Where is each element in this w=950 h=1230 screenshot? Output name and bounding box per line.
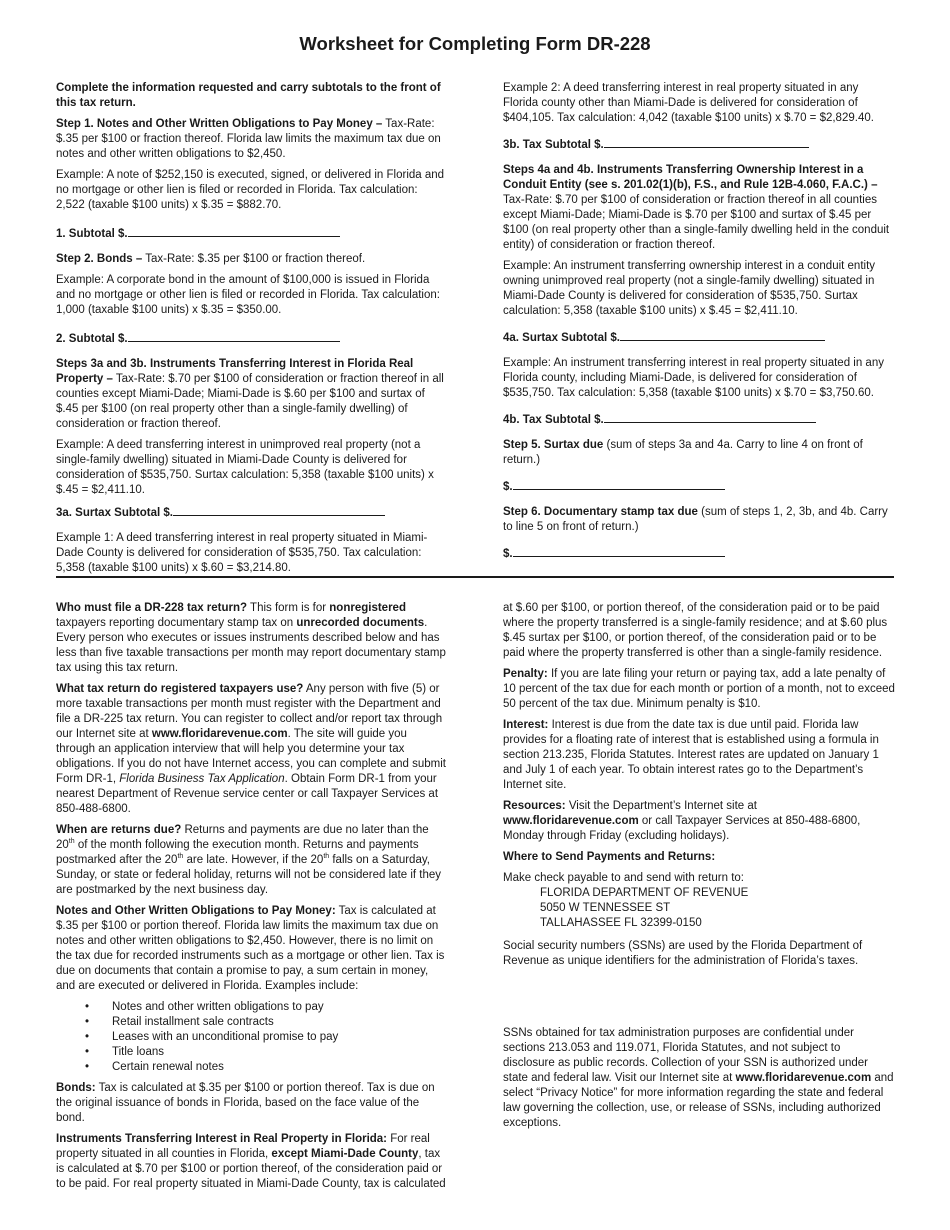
address-line: 5050 W TENNESSEE ST [540,902,671,914]
examples-list [56,1000,448,1075]
step6-text: (sum of steps 1, 2, 3b, and 4b. Carry to line 5 on front of return.) [503,506,888,533]
where-heading: Where to Send Payments and Returns: [503,851,716,863]
what-text-3: . Obtain Form DR-1 from your nearest Department of Revenue service center or call Taxpayer Services at 850-488-6800. [56,773,439,815]
ssn-text-1: SSNs obtained for tax administration purposes are confidential under sections 213.053 and 119.071, Florida Statutes, and not subject to disclosure as public records. Collection of your SSN is authorized under state and federal law. Visit our Internet site at [503,1027,868,1084]
step4 [503,163,895,253]
page-title: Worksheet for Completing Form DR-228 [299,33,651,54]
subtotal-1-field[interactable] [128,225,340,237]
list-item: • Notes and other written obligations to pay [112,1000,448,1015]
where-text: Make check payable to and send with return to: [503,872,745,884]
info-right-column [503,601,895,1129]
who-must-file [56,601,448,676]
instr-bold-1: except Miami-Dade County [271,1148,419,1160]
subtotal-3b-label: 3b. Tax Subtotal $. [503,139,604,151]
ssn-confidentiality [503,1026,895,1131]
address-line: FLORIDA DEPARTMENT OF REVENUE [540,887,749,899]
what-text-1: Any person with five (5) or more taxable transactions per month must register with the Department and file a DR-225 tax return. You can register to collect and/or report tax through our Internet site at [56,683,443,740]
step1-heading: Step 1. Notes and Other Written Obligations to Pay Money – [56,118,383,130]
step3-example-2: Example 2: A deed transferring interest in real property situated in any Florida county other than Miami-Dade is delivered for consideration of $404,105. Tax calculation: 4,042 (taxable $100 units) x $.70 = $2,829.40. [503,82,874,124]
subtotal-1 [56,225,448,242]
step5-heading: Step 5. Surtax due [503,439,604,451]
instruments-continued: at $.60 per $100, or portion thereof, of the consideration paid or to be paid where the property transferred is a single-family residence; and at $.60 plus $.45 surtax per $100, or portion thereof, of the consideration paid or to be paid where the property transferred is other than a single-family residence. [503,602,888,659]
notes-heading: Notes and Other Written Obligations to Pay Money: [56,905,336,917]
penalty-text: If you are late filing your return or paying tax, add a late penalty of 10 percent of the tax due for each month or portion of a month, not to exceed 50 percent of the tax due. Minimum penalty is $10. [503,668,895,710]
list-item: • Title loans [112,1045,448,1060]
bonds-heading: Bonds: [56,1082,96,1094]
worksheet-right-column [503,81,895,572]
resources-text-2: or call Taxpayer Services at 850-488-6800, Monday through Friday (excluding holidays). [503,815,861,842]
step3-example-1: Example 1: A deed transferring interest in real property situated in Miami-Dade County is delivered for consideration of $535,750. Tax calculation: 5,358 (taxable $100 units) x $.60 = $3,214.80. [56,532,428,574]
ssn-website-link[interactable]: www.floridarevenue.com [735,1072,872,1084]
subtotal-1-label: 1. Subtotal $. [56,228,128,240]
when-sup-2: th [177,853,184,861]
notes-obligations [56,904,448,994]
interest [503,718,895,793]
step3-heading: Steps 3a and 3b. Instruments Transferring Interest in Florida Real Property – [56,358,414,385]
mailing-address [540,886,895,931]
instr-text-2: , tax is calculated at $.70 per $100 or portion thereof, of the consideration paid or to be paid. For real property situated in Miami-Dade County, tax is calculated [56,1148,446,1190]
subtotal-4a [503,329,895,346]
list-item: • Certain renewal notes [112,1060,448,1075]
list-item: • Leases with an unconditional promise to pay [112,1030,448,1045]
stamp-tax-due-line [503,545,895,562]
when-text-2: of the month following the execution month. Returns and payments postmarked after the 20 [56,839,419,866]
surtax-due-line [503,478,895,495]
stamp-tax-due-label: $. [503,548,513,560]
what-heading: What tax return do registered taxpayers use? [56,683,304,695]
subtotal-3b [503,136,895,153]
subtotal-3a [56,504,448,521]
penalty [503,667,895,712]
interest-text: Interest is due from the date tax is due until paid. Florida law provides for a floating rate of interest that is established using a formula in section 213.235, Florida Statutes. Interest rates are updated on January 1 and July 1 of each year. To obtain interest rates go to the Department’s Internet site. [503,719,879,791]
worksheet-intro: Complete the information requested and carry subtotals to the front of this tax return. [56,82,441,109]
registered-taxpayers [56,682,448,817]
bonds-text: Tax is calculated at $.35 per $100 or portion thereof. Tax is due on the original issuance of bonds in Florida, based on the face value of the bond. [56,1082,435,1124]
subtotal-2-label: 2. Subtotal $. [56,333,128,345]
what-italic: Florida Business Tax Application [119,773,285,785]
who-text-2: taxpayers reporting documentary stamp tax on [56,617,297,629]
when-due [56,823,448,898]
when-sup-1: th [68,838,75,846]
when-sup-3: th [323,853,330,861]
what-text-2: . The site will guide you through an application interview that will help you determine your tax obligations. If you do not have Internet access, you can complete and submit Form DR-1, [56,728,446,785]
ssn-usage: Social security numbers (SSNs) are used by the Florida Department of Revenue as unique identifiers for the administration of Florida’s taxes. [503,940,863,967]
when-text-4: falls on a Saturday, Sunday, or state or federal holiday, returns will not be considered late if they are postmarked by the next business day. [56,854,442,896]
step2-heading: Step 2. Bonds – [56,253,143,265]
step2-text: Tax-Rate: $.35 per $100 or fraction thereof. [142,253,366,265]
step3-example: Example: A deed transferring interest in unimproved real property (not a single-family dwelling) situated in Miami-Dade County is delivered for consideration of $535,750. Surtax calculation: 5,358 (taxable $100 units) x $.45 = $2,411.10. [56,439,434,496]
surtax-due-label: $. [503,481,513,493]
step4-heading: Steps 4a and 4b. Instruments Transferring Ownership Interest in a Conduit Entity (see s. 201.02(1)(b), F.S., and Rule 12B-4.060, F.A.C.) – [503,164,878,191]
step4-example: Example: An instrument transferring ownership interest in a conduit entity owning unimproved real property (not a single-family dwelling) situated in Miami-Dade County is delivered for consideration of $535,750. Surtax calculation: 5,358 (taxable $100 units) x $.45 = $2,411.10. [503,260,876,317]
step1 [56,117,448,162]
step1-example: Example: A note of $252,150 is executed, signed, or delivered in Florida and no mortgage or other lien is filed or recorded in Florida. Tax calculation: 2,522 (taxable $100 units) x $.35 = $882.70. [56,169,445,211]
subtotal-4a-label: 4a. Surtax Subtotal $. [503,332,620,344]
who-text-1: This form is for [247,602,330,614]
when-text-1: Returns and payments are due no later than the 20 [56,824,429,851]
subtotal-2 [56,330,448,347]
worksheet-left-column [56,81,448,582]
surtax-due-field[interactable] [513,478,725,490]
subtotal-4b-field[interactable] [604,411,816,423]
who-bold-1: nonregistered [329,602,406,614]
ssn-text-2: and select “Privacy Notice” for more information regarding the state and federal law governing the collection, use, or release of SSNs, including authorized exceptions. [503,1072,894,1129]
instr-heading: Instruments Transferring Interest in Real Property in Florida: [56,1133,388,1145]
address-line: TALLAHASSEE FL 32399-0150 [540,917,702,929]
subtotal-4a-field[interactable] [620,329,825,341]
instruments-real-property [56,1132,448,1192]
step2-example: Example: A corporate bond in the amount of $100,000 is issued in Florida and no mortgage or other lien is filed or recorded in Florida. Tax calculation: 1,000 (taxable $100 units) x $.35 = $350.00. [56,274,440,316]
when-heading: When are returns due? [56,824,182,836]
when-text-3: are late. However, if the 20 [183,854,324,866]
resources-text-1: Visit the Department’s Internet site at [565,800,757,812]
penalty-heading: Penalty: [503,668,548,680]
subtotal-4b [503,411,895,428]
step6-heading: Step 6. Documentary stamp tax due [503,506,698,518]
step6 [503,505,895,535]
resources [503,799,895,844]
who-text-3: . Every person who executes or issues instruments described below and has less than five taxable transactions per month may report documentary stamp tax using this tax return. [56,617,446,674]
step5-text: (sum of steps 3a and 4a. Carry to line 4 on front of return.) [503,439,863,466]
list-item: • Retail installment sale contracts [112,1015,448,1030]
section-divider [56,576,894,578]
step4-example-2: Example: An instrument transferring interest in real property situated in any Florida county, including Miami-Dade, is delivered for consideration of $535,750. Tax calculation: 5,358 (taxable $100 units) x $.70 = $3,750.60. [503,357,884,399]
resources-heading: Resources: [503,800,566,812]
stamp-tax-due-field[interactable] [513,545,725,557]
step2 [56,252,448,267]
what-website-link[interactable]: www.floridarevenue.com [151,728,288,740]
who-heading: Who must file a DR-228 tax return? [56,602,248,614]
step4-text: Tax-Rate: $.70 per $100 of consideration or fraction thereof in all counties except Miami-Dade; Miami-Dade is $.70 per $100 and surtax of $.45 per $100 (on real property other than a single-family dwelling held in the conduit entity) of consideration or fraction thereof. [503,194,890,251]
step3 [56,357,448,432]
instr-text-1: For real property situated in all counties in Florida, [56,1133,430,1160]
subtotal-2-field[interactable] [128,330,340,342]
step3-text: Tax-Rate: $.70 per $100 of consideration or fraction thereof in all counties except Miami-Dade; Miami-Dade is $.60 per $100 and surtax of $.45 per $100 (on real property other than a single-family dwelling) of consideration or fraction thereof. [56,373,444,430]
resources-website-link[interactable]: www.floridarevenue.com [503,815,639,827]
bonds [56,1081,448,1126]
subtotal-4b-label: 4b. Tax Subtotal $. [503,414,604,426]
step1-text: Tax-Rate: $.35 per $100 or fraction thereof. Florida law limits the maximum tax due on notes and other written obligations to $2,450. [56,118,441,160]
info-left-column [56,601,448,1198]
subtotal-3a-field[interactable] [173,504,385,516]
subtotal-3b-field[interactable] [604,136,809,148]
interest-heading: Interest: [503,719,549,731]
step5 [503,438,895,468]
subtotal-3a-label: 3a. Surtax Subtotal $. [56,507,173,519]
who-bold-2: unrecorded documents [296,617,425,629]
notes-text: Tax is calculated at $.35 per $100 or portion thereof. Florida law limits the maximum tax due on notes and other written obligations to $2,450. However, there is no limit on the tax due for recorded instruments such as a mortgage or other lien. Tax is due on documents that contain a promise to pay, a sum certain in money, and are executed or delivered in Florida. Examples include: [56,905,445,992]
